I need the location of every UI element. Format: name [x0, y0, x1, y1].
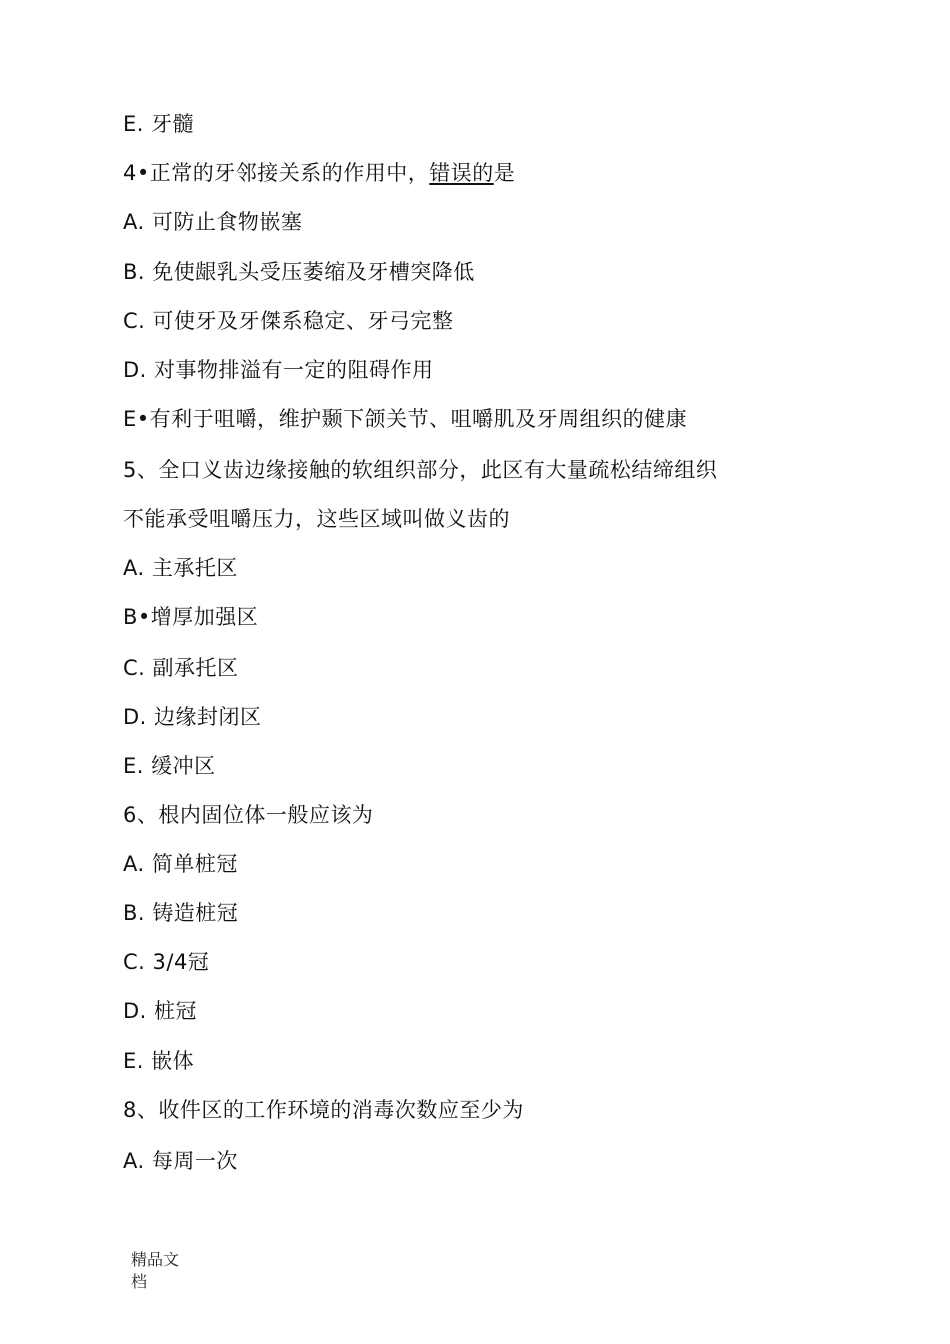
question-6: 6、根内固位体一般应该为	[123, 803, 374, 827]
question-4-text: 4•正常的牙邻接关系的作用中，	[123, 161, 430, 185]
option-a-q4: A. 可防止食物嵌塞	[123, 210, 303, 234]
footer-watermark	[131, 1249, 191, 1293]
option-b-q5: B•增厚加强区	[123, 605, 259, 629]
option-c-q5: C. 副承托区	[123, 656, 239, 680]
option-b-q4: B. 免使龈乳头受压萎缩及牙槽突降低	[123, 260, 475, 284]
option-e-q3: E. 牙髓	[123, 112, 195, 136]
footer-line-1: 精品文	[131, 1250, 180, 1269]
question-5-line-2: 不能承受咀嚼压力，这些区域叫做义齿的	[123, 507, 510, 531]
question-4-underlined: 错误的	[429, 161, 494, 185]
option-d-q4: D. 对事物排溢有一定的阻碍作用	[123, 358, 434, 382]
option-a-q8: A. 每周一次	[123, 1149, 238, 1173]
option-b-q6: B. 铸造桩冠	[123, 901, 239, 925]
question-4-tail: 是	[493, 161, 516, 185]
question-4	[123, 159, 515, 187]
option-d-q6: D. 桩冠	[123, 999, 198, 1023]
question-8: 8、收件区的工作环境的消毒次数应至少为	[123, 1098, 524, 1122]
option-e-q5: E. 缓冲区	[123, 754, 216, 778]
option-e-q6: E. 嵌体	[123, 1049, 195, 1073]
option-c-q4: C. 可使牙及牙傑系稳定、牙弓完整	[123, 309, 454, 333]
option-c-q6: C. 3/4冠	[123, 950, 210, 974]
option-e-q4: E•有利于咀嚼，维护颞下颌关节、咀嚼肌及牙周组织的健康	[123, 407, 688, 431]
option-a-q6: A. 简单桩冠	[123, 852, 238, 876]
option-a-q5: A. 主承托区	[123, 556, 238, 580]
option-d-q5: D. 边缘封闭区	[123, 705, 262, 729]
question-5-line-1: 5、全口义齿边缘接触的软组织部分，此区有大量疏松结缔组织	[123, 458, 718, 482]
footer-line-2: 档	[131, 1272, 148, 1291]
